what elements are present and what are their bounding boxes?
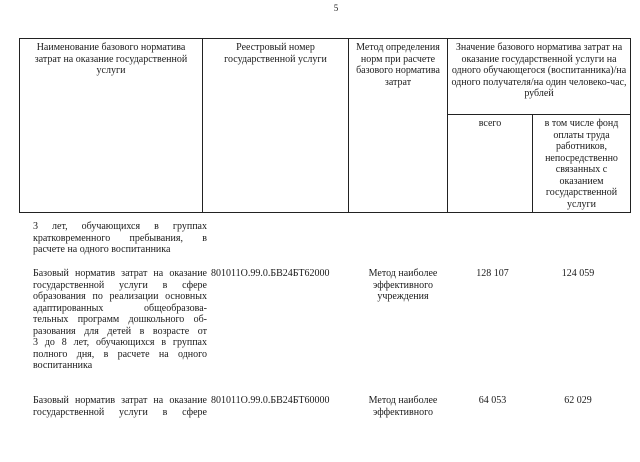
header-value: Значение базового норматива затрат на оказание государственной услуги на одного обучающегося (воспитанника)/на одного получателя/на один человеко-час, рублей [448,39,631,115]
page-number: 5 [333,3,339,13]
header-total: всего [448,115,533,213]
row-total: 64 053 [478,395,507,406]
row-registry: 801011О.99.0.БВ24БТ62000 [211,268,330,279]
row-fund: 124 059 [561,268,595,279]
row-name: 3 лет, обучающихся в группах кратковременного пребывания, в расчете на одного воспитанника [33,221,207,255]
row-method: Метод наиболее эффективного [368,395,438,418]
row-method: Метод наиболее эффективного учреждения [368,268,438,302]
header-registry: Реестровый номер государственной услуги [203,39,349,213]
header-name: Наименование базового норматива затрат на оказание государственной услуги [20,39,203,213]
row-fund: 62 029 [564,395,592,406]
header-method: Метод определения норм при расчете базового норматива затрат [349,39,448,213]
row-total: 128 107 [476,268,509,279]
row-registry: 801011О.99.0.БВ24БТ60000 [211,395,330,406]
header-fund: в том числе фонд оплаты труда работников, непосредственно связанных с оказанием государственной услуги [533,115,631,213]
norms-table-header [19,38,631,213]
row-name: Базовый норматив затрат на оказание государственной услуги в сфере образования по реализации основных адаптированных общеобразова- тельных программ дошкольного об- разования для детей в возрасте от 3 до 8 лет, обучающихся в группах полного дня, в расчете на одного воспитанника [33,268,207,371]
row-name: Базовый норматив затрат на оказание государственной услуги в сфере [33,395,207,418]
